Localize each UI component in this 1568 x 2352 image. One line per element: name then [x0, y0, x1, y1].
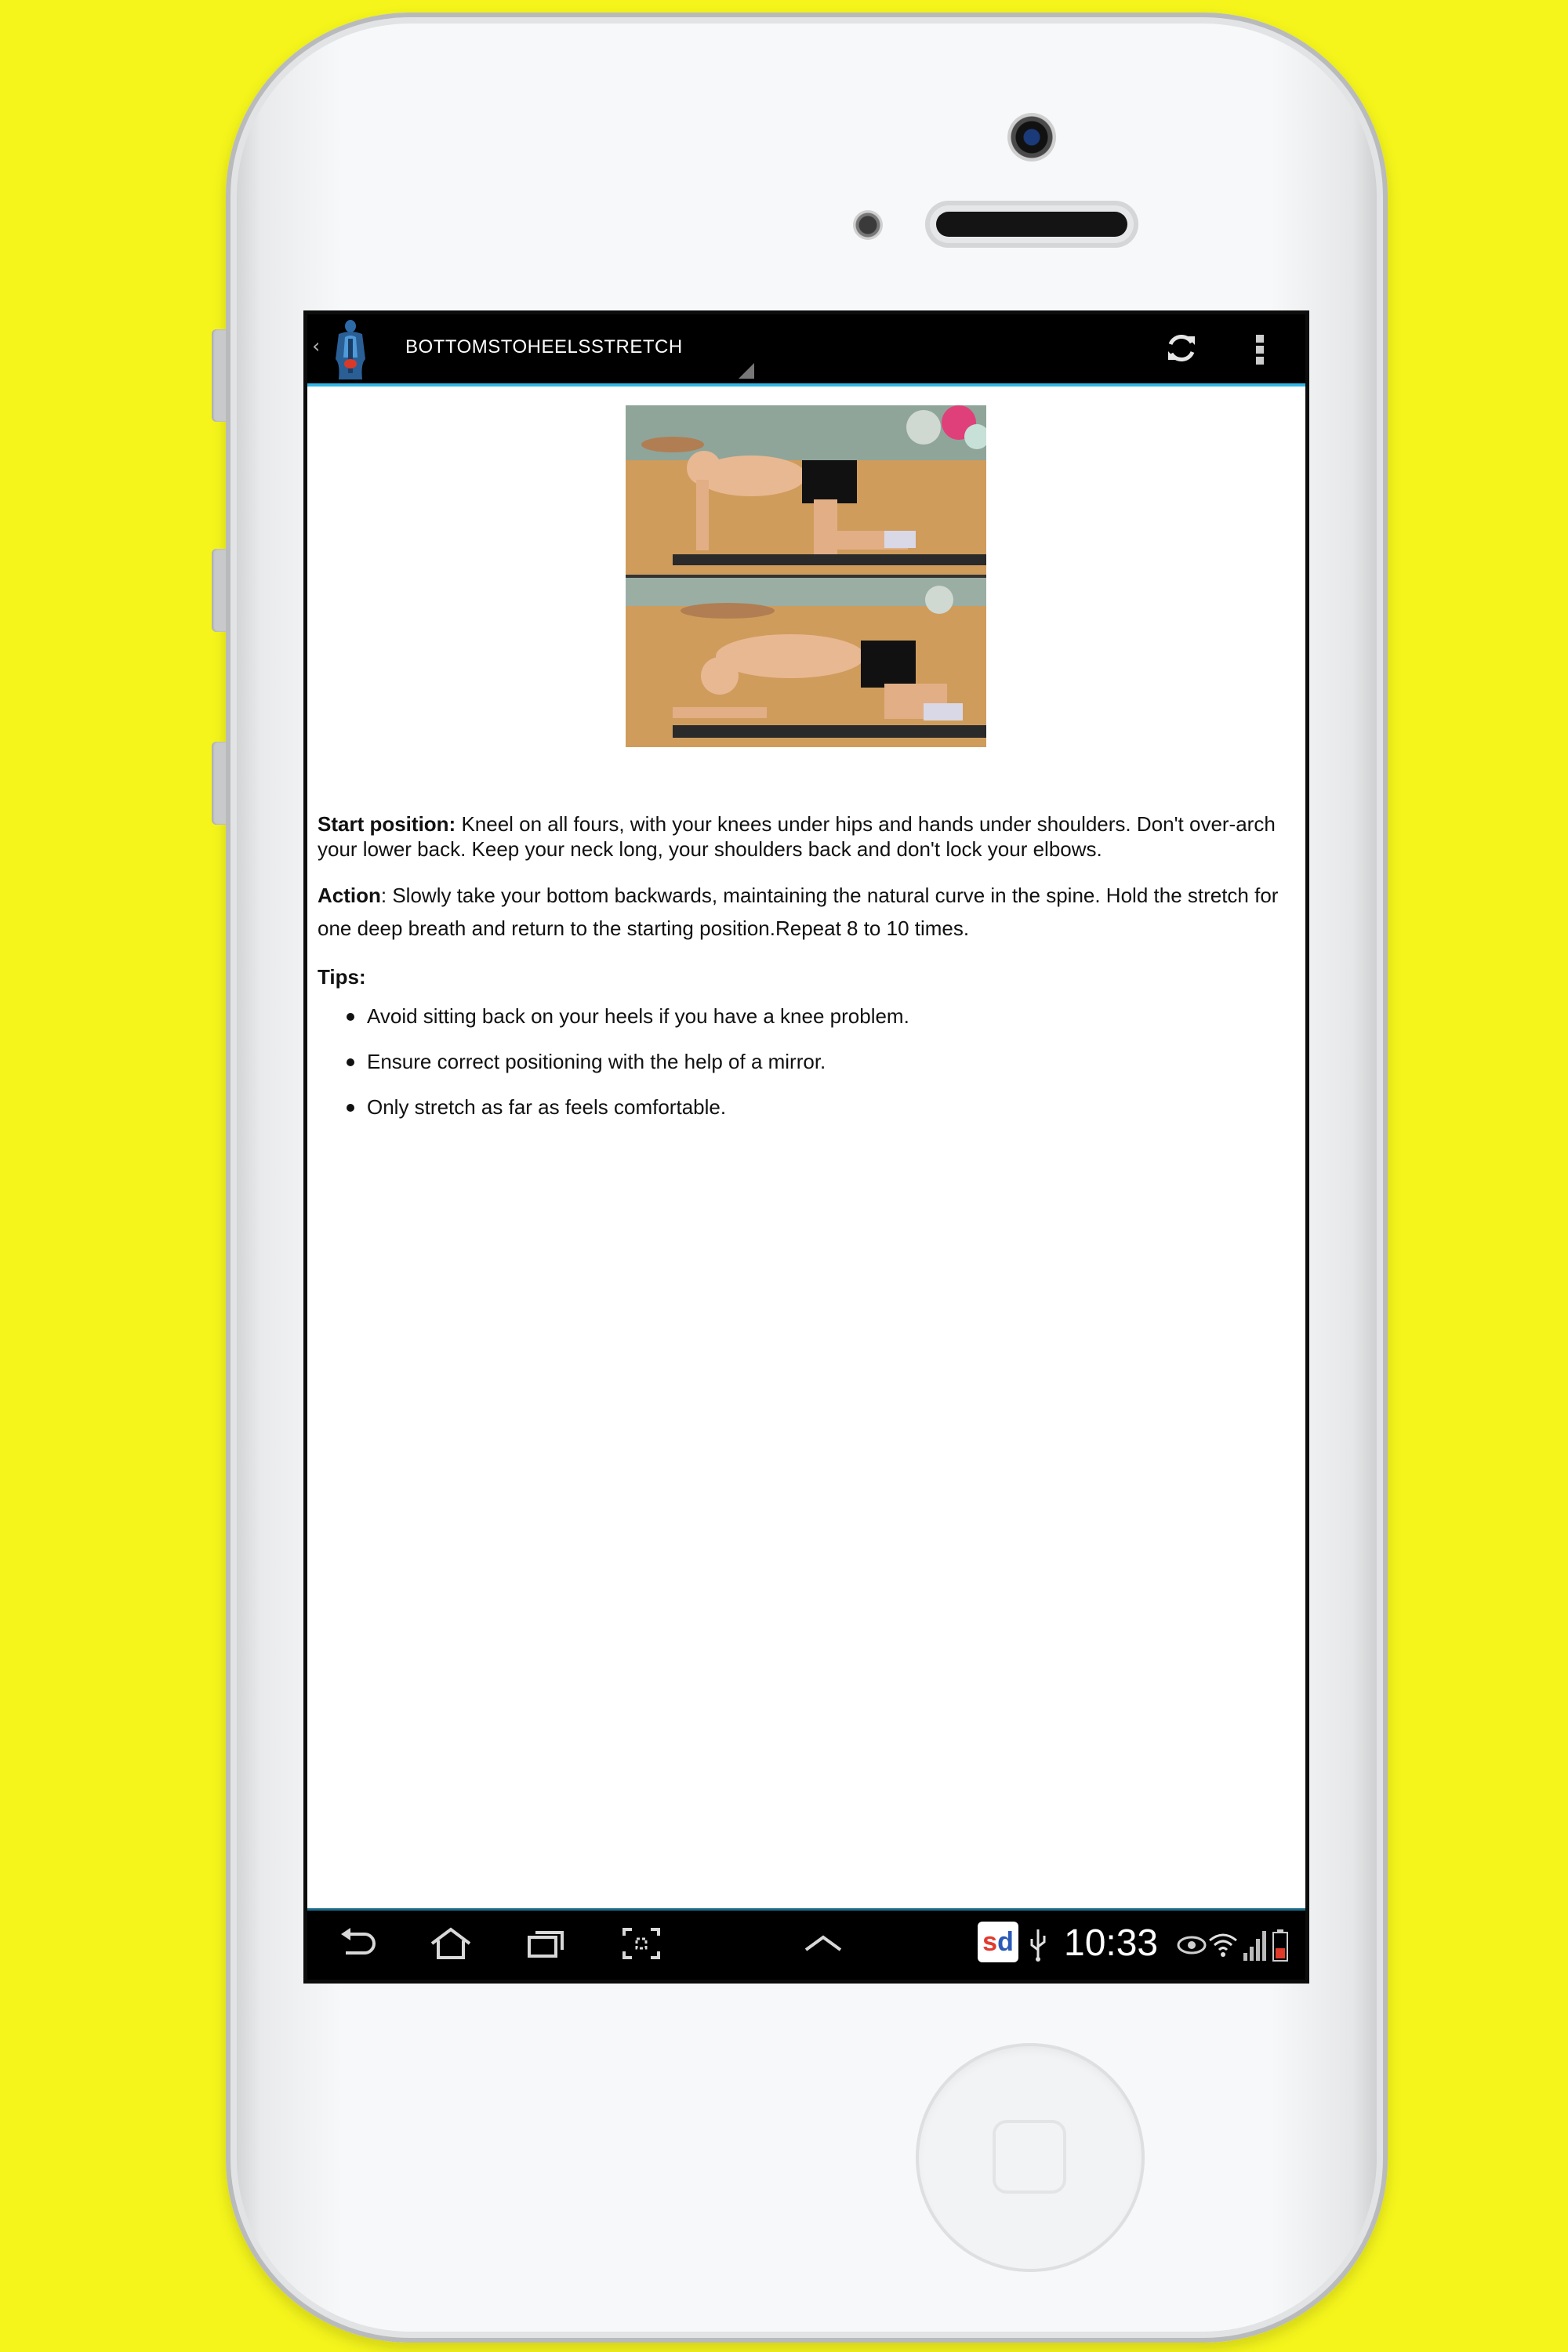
usb-icon [1027, 1928, 1049, 1962]
device-screen [303, 310, 1309, 1984]
tips-heading: Tips: [318, 965, 366, 989]
mute-switch [212, 329, 226, 422]
refresh-icon[interactable] [1163, 330, 1200, 366]
back-icon[interactable] [335, 1923, 379, 1964]
article-text [318, 811, 1298, 1140]
back-chevron-icon[interactable]: ‹ [312, 335, 321, 358]
wifi-icon [1207, 1928, 1239, 1962]
screenshot-icon[interactable] [619, 1923, 663, 1964]
home-button[interactable] [916, 2043, 1145, 2272]
battery-icon [1272, 1928, 1289, 1962]
action-paragraph [318, 879, 1298, 945]
earpiece-speaker [925, 201, 1138, 248]
signal-icon [1242, 1928, 1267, 1962]
article-content [307, 387, 1305, 1911]
status-clock: 10:33 [1064, 1922, 1159, 1964]
action-text: : Slowly take your bottom backwards, maintaining the natural curve in the spine. Hold the stretch for one deep breath and return to the starting position.Repeat 8 to 10 times. [318, 884, 1279, 940]
recent-apps-icon[interactable] [524, 1923, 568, 1964]
spine-app-logo-icon[interactable] [331, 318, 370, 381]
front-camera [1007, 113, 1056, 162]
tip-item: Ensure correct positioning with the help of a mirror. [318, 1049, 1298, 1094]
tip-item: Avoid sitting back on your heels if you have a knee problem. [318, 1004, 1298, 1049]
start-position-text: Kneel on all fours, with your knees under hips and hands under shoulders. Don't over-arch your lower back. Keep your neck long, your shoulders back and don't lock your elbows. [318, 812, 1276, 861]
start-position-paragraph [318, 811, 1298, 862]
eye-icon [1176, 1928, 1207, 1962]
exercise-photo [626, 405, 986, 747]
action-bar [307, 314, 1305, 387]
sd-app-badge-icon: sd [978, 1922, 1018, 1962]
system-navigation-bar [307, 1908, 1305, 1980]
volume-down-button [212, 742, 226, 825]
overflow-menu-icon[interactable] [1256, 335, 1265, 366]
proximity-sensor [853, 210, 883, 240]
page-title: BOTTOMSTOHEELSSTRETCH [405, 336, 683, 358]
tip-item: Only stretch as far as feels comfortable. [318, 1094, 1298, 1140]
start-position-label: Start position: [318, 812, 456, 836]
up-chevron-icon[interactable] [801, 1923, 845, 1964]
spinner-indicator-icon [739, 363, 754, 379]
action-label: Action [318, 884, 381, 907]
tips-list [318, 1004, 1298, 1140]
volume-up-button [212, 549, 226, 632]
home-icon[interactable] [429, 1923, 473, 1964]
